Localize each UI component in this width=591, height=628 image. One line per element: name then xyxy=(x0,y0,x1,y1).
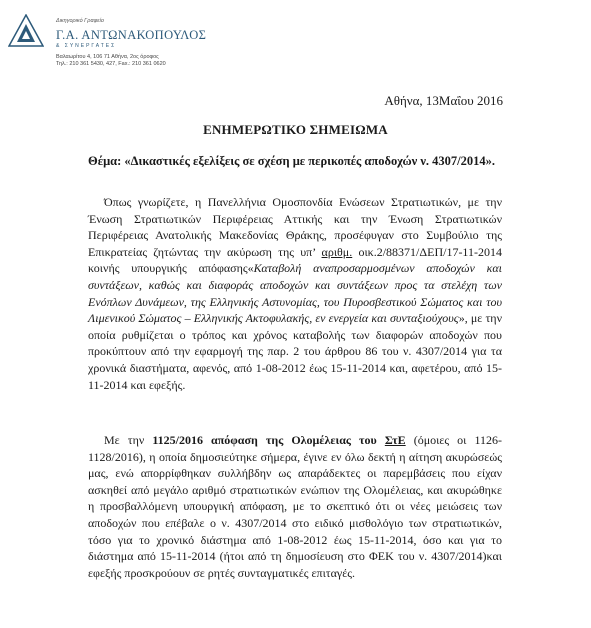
p1-decision-title: Καταβολή αναπροσαρμοσμένων αποδοχών και συντάξεων, καθώς και διαφοράς αποδοχών και συντάξεων προς τα στελέχη των Ενόπλων Δυνάμεων, της Ελληνικής Αστυνομίας, του Πυροσβεστικού Σώματος και του Λιμενικού Σώματος – Ελληνικής Ακτοφυλακής, εν ενεργεία και συνταξιούχους xyxy=(88,261,502,326)
phones-line: Τηλ.: 210 361 5430, 427, Fax.: 210 361 0620 xyxy=(56,61,166,67)
subject-line: Θέμα: «Δικαστικές εξελίξεις σε σχέση με περικοπές αποδοχών ν. 4307/2014». xyxy=(88,154,496,168)
paragraph-2 xyxy=(88,432,502,581)
letterhead xyxy=(8,8,208,72)
p2-court-abbrev: ΣτΕ xyxy=(384,433,406,447)
firm-logo-icon xyxy=(8,14,44,48)
p1-text-a: Όπως γνωρίζετε, η Πανελλήνια Ομοσπονδία Ενώσεων Στρατιωτικών, με την Ένωση Στρατιωτικών Περιφέρειας Αττικής και την Ένωση Στρατιωτικών Περιφέρειας Ανατολικής Μακεδονίας Θράκης, προσέφυγαν στο Συμβούλιο της Επικρατείας ζητώντας την ακύρωση της υπ’ xyxy=(88,195,502,259)
p2-decision-ref: 1125/2016 απόφαση της Ολομέλειας του xyxy=(152,433,385,447)
p2-text-a: Με την xyxy=(104,433,153,447)
document-date: Αθήνα, 13Μαΐου 2016 xyxy=(384,93,503,108)
p1-text-c: », με την οποία ρυθμίζεται ο τρόπος και χρόνος καταβολής των διαφορών αποδοχών που προκύπτουν από την εφαρμογή της παρ. 2 του άρθρου 86 του ν. 4307/2014 για τα χρονικά διαστήματα, αφενός, από 1-08-2012 έως 15-11-2014 και, αφετέρου, από 15-11-2014 και εφεξής. xyxy=(88,311,503,392)
document-heading: ΕΝΗΜΕΡΩΤΙΚΟ ΣΗΜΕΙΩΜΑ xyxy=(203,122,388,137)
p1-text-b: οικ.2/88371/ΔΕΠ/17-11-2014 κοινής υπουργικής απόφασης« xyxy=(88,244,502,276)
address-line: Βαλαωρίτου 4, 106 71 Αθήνα, 2ος όροφος xyxy=(56,54,159,60)
firm-name: Γ.Α. ΑΝΤΩΝΑΚΟΠΟΥΛΟΣ xyxy=(56,28,207,42)
paragraph-1 xyxy=(88,194,502,393)
firm-address xyxy=(56,54,166,68)
firm-subtitle: & ΣΥΝΕΡΓΑΤΕΣ xyxy=(56,43,117,49)
p1-underlined-ref: αριθμ. xyxy=(321,244,353,259)
p2-text-b: (όμοιες οι 1126-1128/2016), η οποία δημοσιεύτηκε σήμερα, έγινε εν όλω δεκτή η αίτηση ακυρώσεώς μας, ενώ απορρίφθηκαν συλλήβδην ως απαράδεκτες οι παρεμβάσεις που είχαν ασκηθεί από μεγάλο αριθμό στρατιωτικών ενώπιον της Ολομέλειας, και ακυρώθηκε η προσβαλλόμενη υπουργική απόφαση, με το σκεπτικό ότι οι νέες μειώσεις των αποδοχών που επέβαλε ο ν. 4307/2014 στο ειδικό μισθολόγιο των στρατιωτικών, τόσο για το χρονικό διάστημα από 1-08-2012 έως 15-11-2014, όσο και για το διάστημα από 15-11-2014 (ήτοι από τη δημοσίευση στο ΦΕΚ του ν. 4307/2014)και εφεξής προσκρούουν σε ρητές συνταγματικές επιταγές. xyxy=(88,433,503,580)
office-label: Δικηγορικό Γραφείο xyxy=(56,18,104,24)
